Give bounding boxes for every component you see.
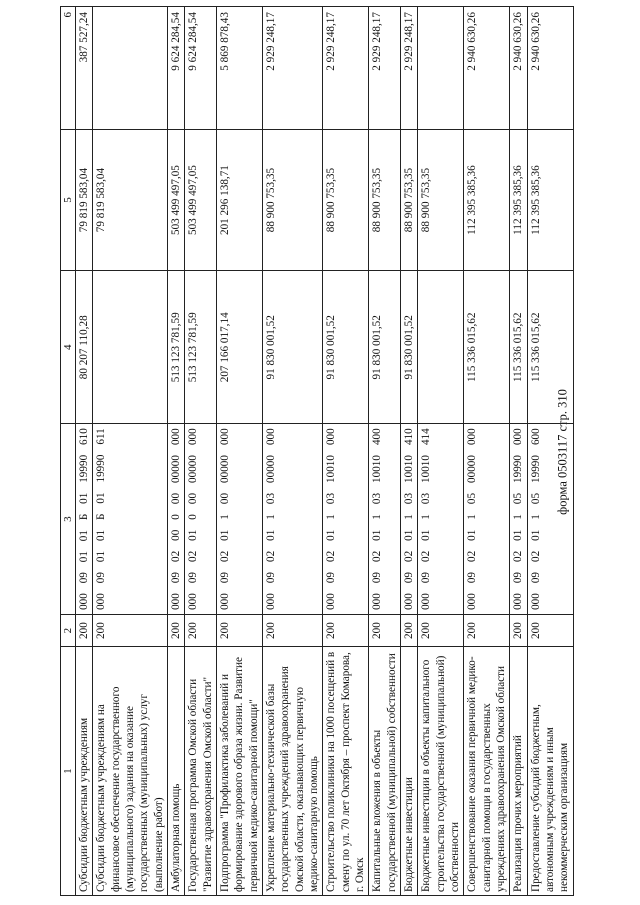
budget-code-part: 000 — [170, 593, 183, 610]
budget-code-part: 1 — [371, 514, 384, 520]
row-name: Бюджетные инвестиции в объекты капитального строительства государственной (муниципальной) собственности — [418, 647, 464, 896]
column-number: 6 — [61, 7, 76, 130]
row-line-code: 200 — [464, 614, 510, 646]
budget-code-part: 02 — [420, 550, 433, 563]
table-row — [168, 7, 185, 896]
row-line-code: 200 — [217, 614, 263, 646]
page — [60, 6, 622, 896]
budget-code-part: 01 — [95, 550, 108, 563]
budget-code-parts — [77, 427, 91, 611]
budget-code-part: 02 — [265, 550, 278, 563]
budget-code-part: 414 — [420, 428, 433, 446]
table-row — [263, 7, 323, 896]
table-row — [510, 7, 527, 896]
row-name: Подпрограмма "Профилактика заболеваний и формирование здорового образа жизни. Развитие первичной медико-санитарной помощи" — [217, 647, 263, 896]
budget-code-part: 00 — [170, 529, 183, 541]
budget-code-part: 00000 — [466, 455, 479, 483]
row-remainder: 387 527,24 — [76, 7, 93, 130]
budget-code-part: 10010 — [325, 455, 338, 483]
table-row — [323, 7, 369, 896]
budget-code-part: 1 — [529, 514, 542, 520]
row-line-code: 200 — [76, 614, 93, 646]
row-name: Субсидии бюджетным учреждениям — [76, 647, 93, 896]
budget-code-part: 05 — [529, 492, 542, 505]
table-row — [93, 7, 168, 896]
budget-code-part: 09 — [265, 571, 278, 584]
row-approved: 91 830 001,52 — [323, 271, 369, 424]
budget-code-part: 000 — [187, 593, 200, 610]
budget-code-part: 01 — [78, 551, 91, 563]
budget-code-part: 02 — [529, 550, 542, 563]
budget-code-part: 01 — [78, 492, 91, 504]
row-executed: 112 395 385,36 — [510, 129, 527, 271]
budget-code-part: 01 — [187, 529, 200, 541]
budget-code-part: 1 — [325, 514, 338, 520]
row-name: Государственная программа Омской области "Развитие здравоохранения Омской области" — [185, 647, 217, 896]
budget-code-part: 10010 — [402, 455, 415, 483]
budget-code-part: 000 — [265, 593, 278, 610]
budget-code-part: 1 — [219, 514, 232, 520]
column-number: 4 — [61, 271, 76, 424]
column-number-row — [61, 7, 76, 896]
budget-code-part: 03 — [265, 492, 278, 505]
budget-code-part: 03 — [402, 492, 415, 505]
budget-code-part: 000 — [219, 428, 232, 446]
row-line-code: 200 — [168, 614, 185, 646]
column-number: 1 — [61, 647, 76, 896]
row-approved: 513 123 781,59 — [168, 271, 185, 424]
row-approved — [93, 271, 168, 424]
budget-code-parts — [419, 427, 433, 611]
budget-code-part: 01 — [512, 529, 525, 541]
budget-code-part: 19990 — [78, 454, 91, 483]
budget-code-part: 02 — [371, 550, 384, 563]
row-name: Совершенствование оказания первичной медико-санитарной помощи в государственных учреждениях здравоохранения Омской области — [464, 647, 510, 896]
column-number: 2 — [61, 614, 76, 646]
row-remainder: 9 624 284,54 — [185, 7, 217, 130]
row-name: Капитальные вложения в объекты государственной (муниципальной) собственности — [369, 647, 401, 896]
row-approved: 91 830 001,52 — [400, 271, 417, 424]
row-approved: 115 336 015,62 — [510, 271, 527, 424]
table-body — [76, 7, 574, 896]
row-approved: 80 207 110,28 — [76, 271, 93, 424]
budget-code-part: 02 — [512, 550, 525, 563]
row-remainder: 2 940 630,26 — [510, 7, 527, 130]
table-row — [217, 7, 263, 896]
column-number: 3 — [61, 424, 76, 615]
budget-code-parts — [465, 427, 479, 611]
row-executed: 503 499 497,05 — [168, 129, 185, 271]
budget-code-parts — [169, 427, 183, 611]
budget-code-part: 410 — [402, 428, 415, 446]
budget-code-parts — [186, 427, 200, 611]
budget-code-parts — [94, 427, 108, 611]
budget-code-parts — [529, 427, 543, 611]
row-budget-code — [76, 424, 93, 615]
budget-code-part: 09 — [325, 571, 338, 584]
row-remainder: 2 929 248,17 — [369, 7, 401, 130]
table-row — [418, 7, 464, 896]
row-name: Амбулаторная помощь — [168, 647, 185, 896]
budget-code-part: 000 — [170, 428, 183, 446]
row-executed: 88 900 753,35 — [369, 129, 401, 271]
row-budget-code — [510, 424, 527, 615]
budget-code-part: 01 — [466, 529, 479, 541]
budget-code-part: 01 — [402, 529, 415, 541]
budget-code-part: 000 — [187, 428, 200, 446]
row-executed: 79 819 583,04 — [93, 129, 168, 271]
row-approved: 91 830 001,52 — [263, 271, 323, 424]
row-name: Субсидии бюджетным учреждениям на финансовое обеспечение государственного (муниципального) задания на оказание государственных (муниципальных) услуг (выполнение работ) — [93, 647, 168, 896]
budget-code-part: 610 — [78, 428, 91, 445]
row-line-code: 200 — [323, 614, 369, 646]
row-executed: 112 395 385,36 — [464, 129, 510, 271]
row-approved: 513 123 781,59 — [185, 271, 217, 424]
budget-code-part: 000 — [325, 428, 338, 446]
budget-code-part: 05 — [512, 492, 525, 505]
row-budget-code — [185, 424, 217, 615]
row-name: Укрепление материально-технической базы государственных учреждений здравоохранения Омской области, оказывающих первичную медико-санитарную помощь — [263, 647, 323, 896]
budget-code-part: 000 — [219, 593, 232, 610]
budget-code-part: 000 — [466, 428, 479, 446]
budget-code-part: 0 — [187, 514, 200, 520]
budget-code-part: 09 — [402, 571, 415, 584]
budget-code-part: 09 — [187, 571, 200, 584]
row-executed: 88 900 753,35 — [323, 129, 369, 271]
form-label: форма 0503117 стр. 310 — [555, 389, 570, 515]
table-row — [185, 7, 217, 896]
budget-code-part: Б — [95, 513, 108, 520]
budget-code-part: 03 — [371, 492, 384, 505]
row-line-code: 200 — [185, 614, 217, 646]
row-approved: 207 166 017,14 — [217, 271, 263, 424]
budget-code-part: 00 — [219, 492, 232, 505]
row-remainder — [93, 7, 168, 130]
budget-code-part: 09 — [529, 571, 542, 584]
budget-code-part: 000 — [420, 593, 433, 610]
budget-code-part: 00000 — [170, 455, 183, 483]
row-budget-code — [263, 424, 323, 615]
row-executed: 88 900 753,35 — [263, 129, 323, 271]
row-budget-code — [527, 424, 573, 615]
budget-code-part: 05 — [466, 492, 479, 505]
row-executed: 201 296 138,71 — [217, 129, 263, 271]
budget-code-parts — [402, 427, 416, 611]
budget-code-part: 01 — [325, 529, 338, 541]
row-approved — [418, 271, 464, 424]
table-row — [464, 7, 510, 896]
budget-code-part: 09 — [420, 571, 433, 584]
row-line-code: 200 — [263, 614, 323, 646]
row-executed: 88 900 753,35 — [418, 129, 464, 271]
row-executed: 88 900 753,35 — [400, 129, 417, 271]
table-row — [400, 7, 417, 896]
budget-code-part: 09 — [170, 571, 183, 584]
budget-code-part: 02 — [187, 550, 200, 563]
budget-code-part: 000 — [466, 593, 479, 610]
budget-code-part: 02 — [402, 550, 415, 563]
row-budget-code — [93, 424, 168, 615]
table-row — [369, 7, 401, 896]
row-remainder: 5 869 878,43 — [217, 7, 263, 130]
budget-code-parts — [264, 427, 278, 611]
row-name: Строительство поликлиники на 1000 посещений в смену по ул. 70 лет Октября – проспект Комарова, г. Омск — [323, 647, 369, 896]
budget-code-part: 000 — [402, 593, 415, 610]
row-executed: 503 499 497,05 — [185, 129, 217, 271]
row-remainder: 2 929 248,17 — [263, 7, 323, 130]
budget-table — [60, 6, 574, 896]
rotated-content — [60, 6, 622, 896]
budget-code-part: 01 — [78, 530, 91, 542]
table-row — [527, 7, 573, 896]
budget-code-part: 00000 — [219, 455, 232, 483]
budget-code-part: 02 — [170, 550, 183, 563]
row-name: Бюджетные инвестиции — [400, 647, 417, 896]
budget-code-part: 000 — [265, 428, 278, 446]
row-executed: 79 819 583,04 — [76, 129, 93, 271]
row-line-code: 200 — [400, 614, 417, 646]
row-executed: 112 395 385,36 — [527, 129, 573, 271]
budget-code-part: 00000 — [265, 455, 278, 483]
row-name: Предоставление субсидий бюджетным, автономным учреждениям и иным некоммерческим организациям — [527, 647, 573, 896]
table-row — [76, 7, 93, 896]
budget-code-part: 1 — [265, 514, 278, 520]
budget-code-part: 1 — [512, 514, 525, 520]
budget-code-part: 01 — [420, 529, 433, 541]
budget-code-part: 09 — [78, 572, 91, 584]
budget-code-part: 1 — [420, 514, 433, 520]
budget-code-part: 01 — [529, 529, 542, 541]
budget-code-part: 000 — [371, 593, 384, 610]
budget-code-part: 000 — [78, 593, 91, 610]
budget-code-part: 1 — [402, 514, 415, 520]
budget-code-part: 1 — [466, 514, 479, 520]
budget-code-part: 03 — [420, 492, 433, 505]
budget-code-part: 02 — [325, 550, 338, 563]
row-budget-code — [323, 424, 369, 615]
budget-code-part: 01 — [371, 529, 384, 541]
budget-code-part: 611 — [95, 428, 108, 445]
budget-code-part: 00 — [170, 492, 183, 505]
budget-code-part: 000 — [512, 593, 525, 610]
row-line-code: 200 — [510, 614, 527, 646]
row-approved: 115 336 015,62 — [464, 271, 510, 424]
budget-code-part: 09 — [371, 571, 384, 584]
budget-code-part: 10010 — [420, 455, 433, 483]
budget-code-part: 000 — [512, 428, 525, 446]
row-approved: 115 336 015,62 — [527, 271, 573, 424]
budget-code-parts — [511, 427, 525, 611]
budget-code-part: 03 — [325, 492, 338, 505]
budget-code-part: 00000 — [187, 455, 200, 483]
row-remainder: 2 940 630,26 — [527, 7, 573, 130]
budget-code-part: 09 — [466, 571, 479, 584]
row-remainder: 2 929 248,17 — [323, 7, 369, 130]
row-line-code: 200 — [527, 614, 573, 646]
budget-code-part: 10010 — [371, 455, 384, 483]
row-line-code: 200 — [369, 614, 401, 646]
row-remainder — [418, 7, 464, 130]
row-line-code: 200 — [418, 614, 464, 646]
row-remainder: 2 929 248,17 — [400, 7, 417, 130]
row-budget-code — [400, 424, 417, 615]
budget-code-part: 0 — [170, 514, 183, 520]
row-budget-code — [369, 424, 401, 615]
budget-code-part: 01 — [95, 492, 108, 504]
budget-code-part: 01 — [95, 529, 108, 542]
budget-code-part: 09 — [95, 572, 108, 584]
budget-code-part: 000 — [529, 593, 542, 610]
budget-code-parts — [370, 427, 384, 611]
row-approved: 91 830 001,52 — [369, 271, 401, 424]
budget-code-part: 09 — [512, 571, 525, 584]
budget-code-part: Б — [78, 513, 91, 521]
row-budget-code — [217, 424, 263, 615]
budget-code-part: 00 — [187, 492, 200, 505]
budget-code-part: 02 — [219, 550, 232, 563]
row-remainder: 9 624 284,54 — [168, 7, 185, 130]
row-name: Реализация прочих мероприятий — [510, 647, 527, 896]
budget-code-part: 01 — [219, 529, 232, 541]
budget-code-part: 000 — [325, 593, 338, 610]
row-budget-code — [418, 424, 464, 615]
budget-code-part: 19990 — [512, 455, 525, 483]
budget-code-part: 19990 — [529, 455, 542, 483]
budget-code-part: 400 — [371, 428, 384, 446]
budget-code-parts — [324, 427, 338, 611]
row-budget-code — [464, 424, 510, 615]
row-remainder: 2 940 630,26 — [464, 7, 510, 130]
budget-code-part: 02 — [466, 550, 479, 563]
budget-code-part: 600 — [529, 428, 542, 446]
column-number: 5 — [61, 129, 76, 271]
row-budget-code — [168, 424, 185, 615]
budget-code-part: 01 — [265, 529, 278, 541]
budget-code-part: 000 — [95, 593, 108, 610]
row-line-code: 200 — [93, 614, 168, 646]
budget-code-part: 19990 — [95, 454, 108, 483]
budget-code-part: 09 — [219, 571, 232, 584]
budget-code-parts — [218, 427, 232, 611]
